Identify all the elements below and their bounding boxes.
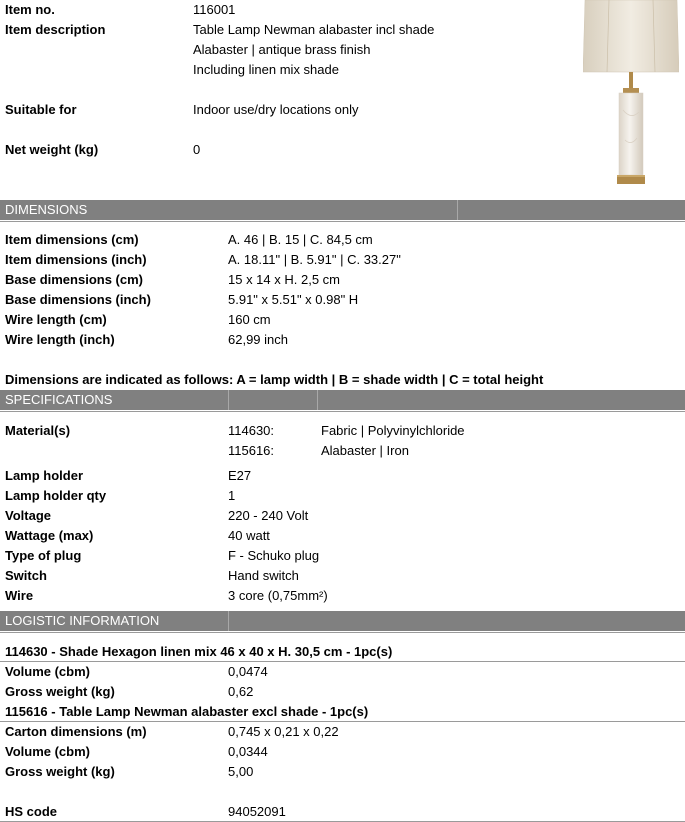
dimension-value: 160 cm — [228, 312, 271, 327]
dimensions-header — [0, 200, 685, 220]
dimension-row — [0, 290, 685, 310]
item-description-row-3 — [0, 60, 685, 80]
suitable-for-row — [0, 100, 685, 120]
net-weight-label: Net weight (kg) — [5, 142, 99, 157]
divider — [0, 632, 685, 633]
logistic-part-1-title: 114630 - Shade Hexagon linen mix 46 x 40 x H. 30,5 cm - 1pc(s) — [5, 644, 393, 659]
logistic-value: 0,745 x 0,21 x 0,22 — [228, 724, 339, 739]
materials-row-2 — [0, 441, 685, 461]
dimensions-note: Dimensions are indicated as follows: A = lamp width | B = shade width | C = total height — [5, 372, 544, 387]
item-no-value: 116001 — [193, 2, 236, 17]
dimension-label: Wire length (cm) — [5, 312, 107, 327]
item-description-line-2: Alabaster | antique brass finish — [193, 42, 371, 57]
spec-label: Lamp holder qty — [5, 488, 107, 503]
spec-value: Hand switch — [228, 568, 299, 583]
hs-code-value: 94052091 — [228, 804, 286, 819]
spec-label: Switch — [5, 568, 47, 583]
dimension-value: 5.91" x 5.51" x 0.98" H — [228, 292, 359, 307]
hs-code-row — [0, 802, 685, 822]
spec-value: 3 core (0,75mm²) — [228, 588, 328, 603]
specifications-header — [0, 390, 685, 410]
spec-row — [0, 586, 685, 606]
dimension-value: 62,99 inch — [228, 332, 288, 347]
material-code: 115616: — [228, 443, 275, 458]
logistic-part-1-title-row — [0, 642, 685, 662]
item-description-line-1: Table Lamp Newman alabaster incl shade — [193, 22, 435, 37]
dimension-row — [0, 330, 685, 350]
logistic-label: Volume (cbm) — [5, 664, 90, 679]
dimension-row — [0, 310, 685, 330]
spec-row — [0, 506, 685, 526]
logistic-row — [0, 742, 685, 762]
logistic-row — [0, 762, 685, 782]
spec-value: E27 — [228, 468, 252, 483]
dimension-value: A. 46 | B. 15 | C. 84,5 cm — [228, 232, 373, 247]
logistic-value: 0,0474 — [228, 664, 268, 679]
materials-label: Material(s) — [5, 423, 71, 438]
logistic-part-2-title-row — [0, 702, 685, 722]
logistic-row — [0, 662, 685, 682]
dimension-row — [0, 230, 685, 250]
dimensions-note-row — [0, 370, 685, 390]
dimension-row — [0, 250, 685, 270]
hs-code-label: HS code — [5, 804, 58, 819]
spec-label: Wire — [5, 588, 34, 603]
header-divider — [317, 390, 318, 410]
logistic-row — [0, 682, 685, 702]
logistic-value: 0,62 — [228, 684, 254, 699]
item-description-line-3: Including linen mix shade — [193, 62, 339, 77]
spec-value: 40 watt — [228, 528, 270, 543]
dimension-label: Item dimensions (cm) — [5, 232, 139, 247]
divider — [0, 411, 685, 412]
spec-row — [0, 566, 685, 586]
specifications-header-label: SPECIFICATIONS — [5, 392, 113, 407]
dimension-label: Base dimensions (cm) — [5, 272, 143, 287]
logistic-label: Volume (cbm) — [5, 744, 90, 759]
logistic-label: Carton dimensions (m) — [5, 724, 147, 739]
spec-label: Type of plug — [5, 548, 82, 563]
divider — [0, 221, 685, 222]
dimension-value: A. 18.11" | B. 5.91" | C. 33.27" — [228, 252, 401, 267]
logistic-value: 0,0344 — [228, 744, 268, 759]
item-description-label: Item description — [5, 22, 106, 37]
header-divider — [228, 611, 229, 631]
logistic-value: 5,00 — [228, 764, 254, 779]
item-description-row — [0, 20, 685, 40]
spec-label: Wattage (max) — [5, 528, 94, 543]
spec-value: F - Schuko plug — [228, 548, 320, 563]
net-weight-row — [0, 140, 685, 160]
dimension-label: Wire length (inch) — [5, 332, 115, 347]
dimensions-header-label: DIMENSIONS — [5, 202, 88, 217]
dimension-label: Item dimensions (inch) — [5, 252, 147, 267]
spec-row — [0, 546, 685, 566]
suitable-for-label: Suitable for — [5, 102, 77, 117]
spec-value: 220 - 240 Volt — [228, 508, 309, 523]
logistic-label: Gross weight (kg) — [5, 764, 115, 779]
logistic-row — [0, 722, 685, 742]
logistic-header-label: LOGISTIC INFORMATION — [5, 613, 160, 628]
logistic-part-2-title: 115616 - Table Lamp Newman alabaster excl shade - 1pc(s) — [5, 704, 369, 719]
logistic-header — [0, 611, 685, 631]
materials-row — [0, 421, 685, 441]
header-divider — [228, 390, 229, 410]
material-code: 114630: — [228, 423, 275, 438]
dimension-value: 15 x 14 x H. 2,5 cm — [228, 272, 340, 287]
suitable-for-value: Indoor use/dry locations only — [193, 102, 359, 117]
item-no-label: Item no. — [5, 2, 55, 17]
material-name: Fabric | Polyvinylchloride — [321, 423, 465, 438]
spec-value: 1 — [228, 488, 236, 503]
logistic-label: Gross weight (kg) — [5, 684, 115, 699]
item-no-row — [0, 0, 685, 20]
spec-label: Lamp holder — [5, 468, 84, 483]
spec-row — [0, 526, 685, 546]
item-description-row-2 — [0, 40, 685, 60]
dimension-label: Base dimensions (inch) — [5, 292, 151, 307]
spec-label: Voltage — [5, 508, 51, 523]
header-divider — [457, 200, 458, 220]
material-name: Alabaster | Iron — [321, 443, 409, 458]
spec-row — [0, 486, 685, 506]
dimension-row — [0, 270, 685, 290]
net-weight-value: 0 — [193, 142, 201, 157]
spec-row — [0, 466, 685, 486]
